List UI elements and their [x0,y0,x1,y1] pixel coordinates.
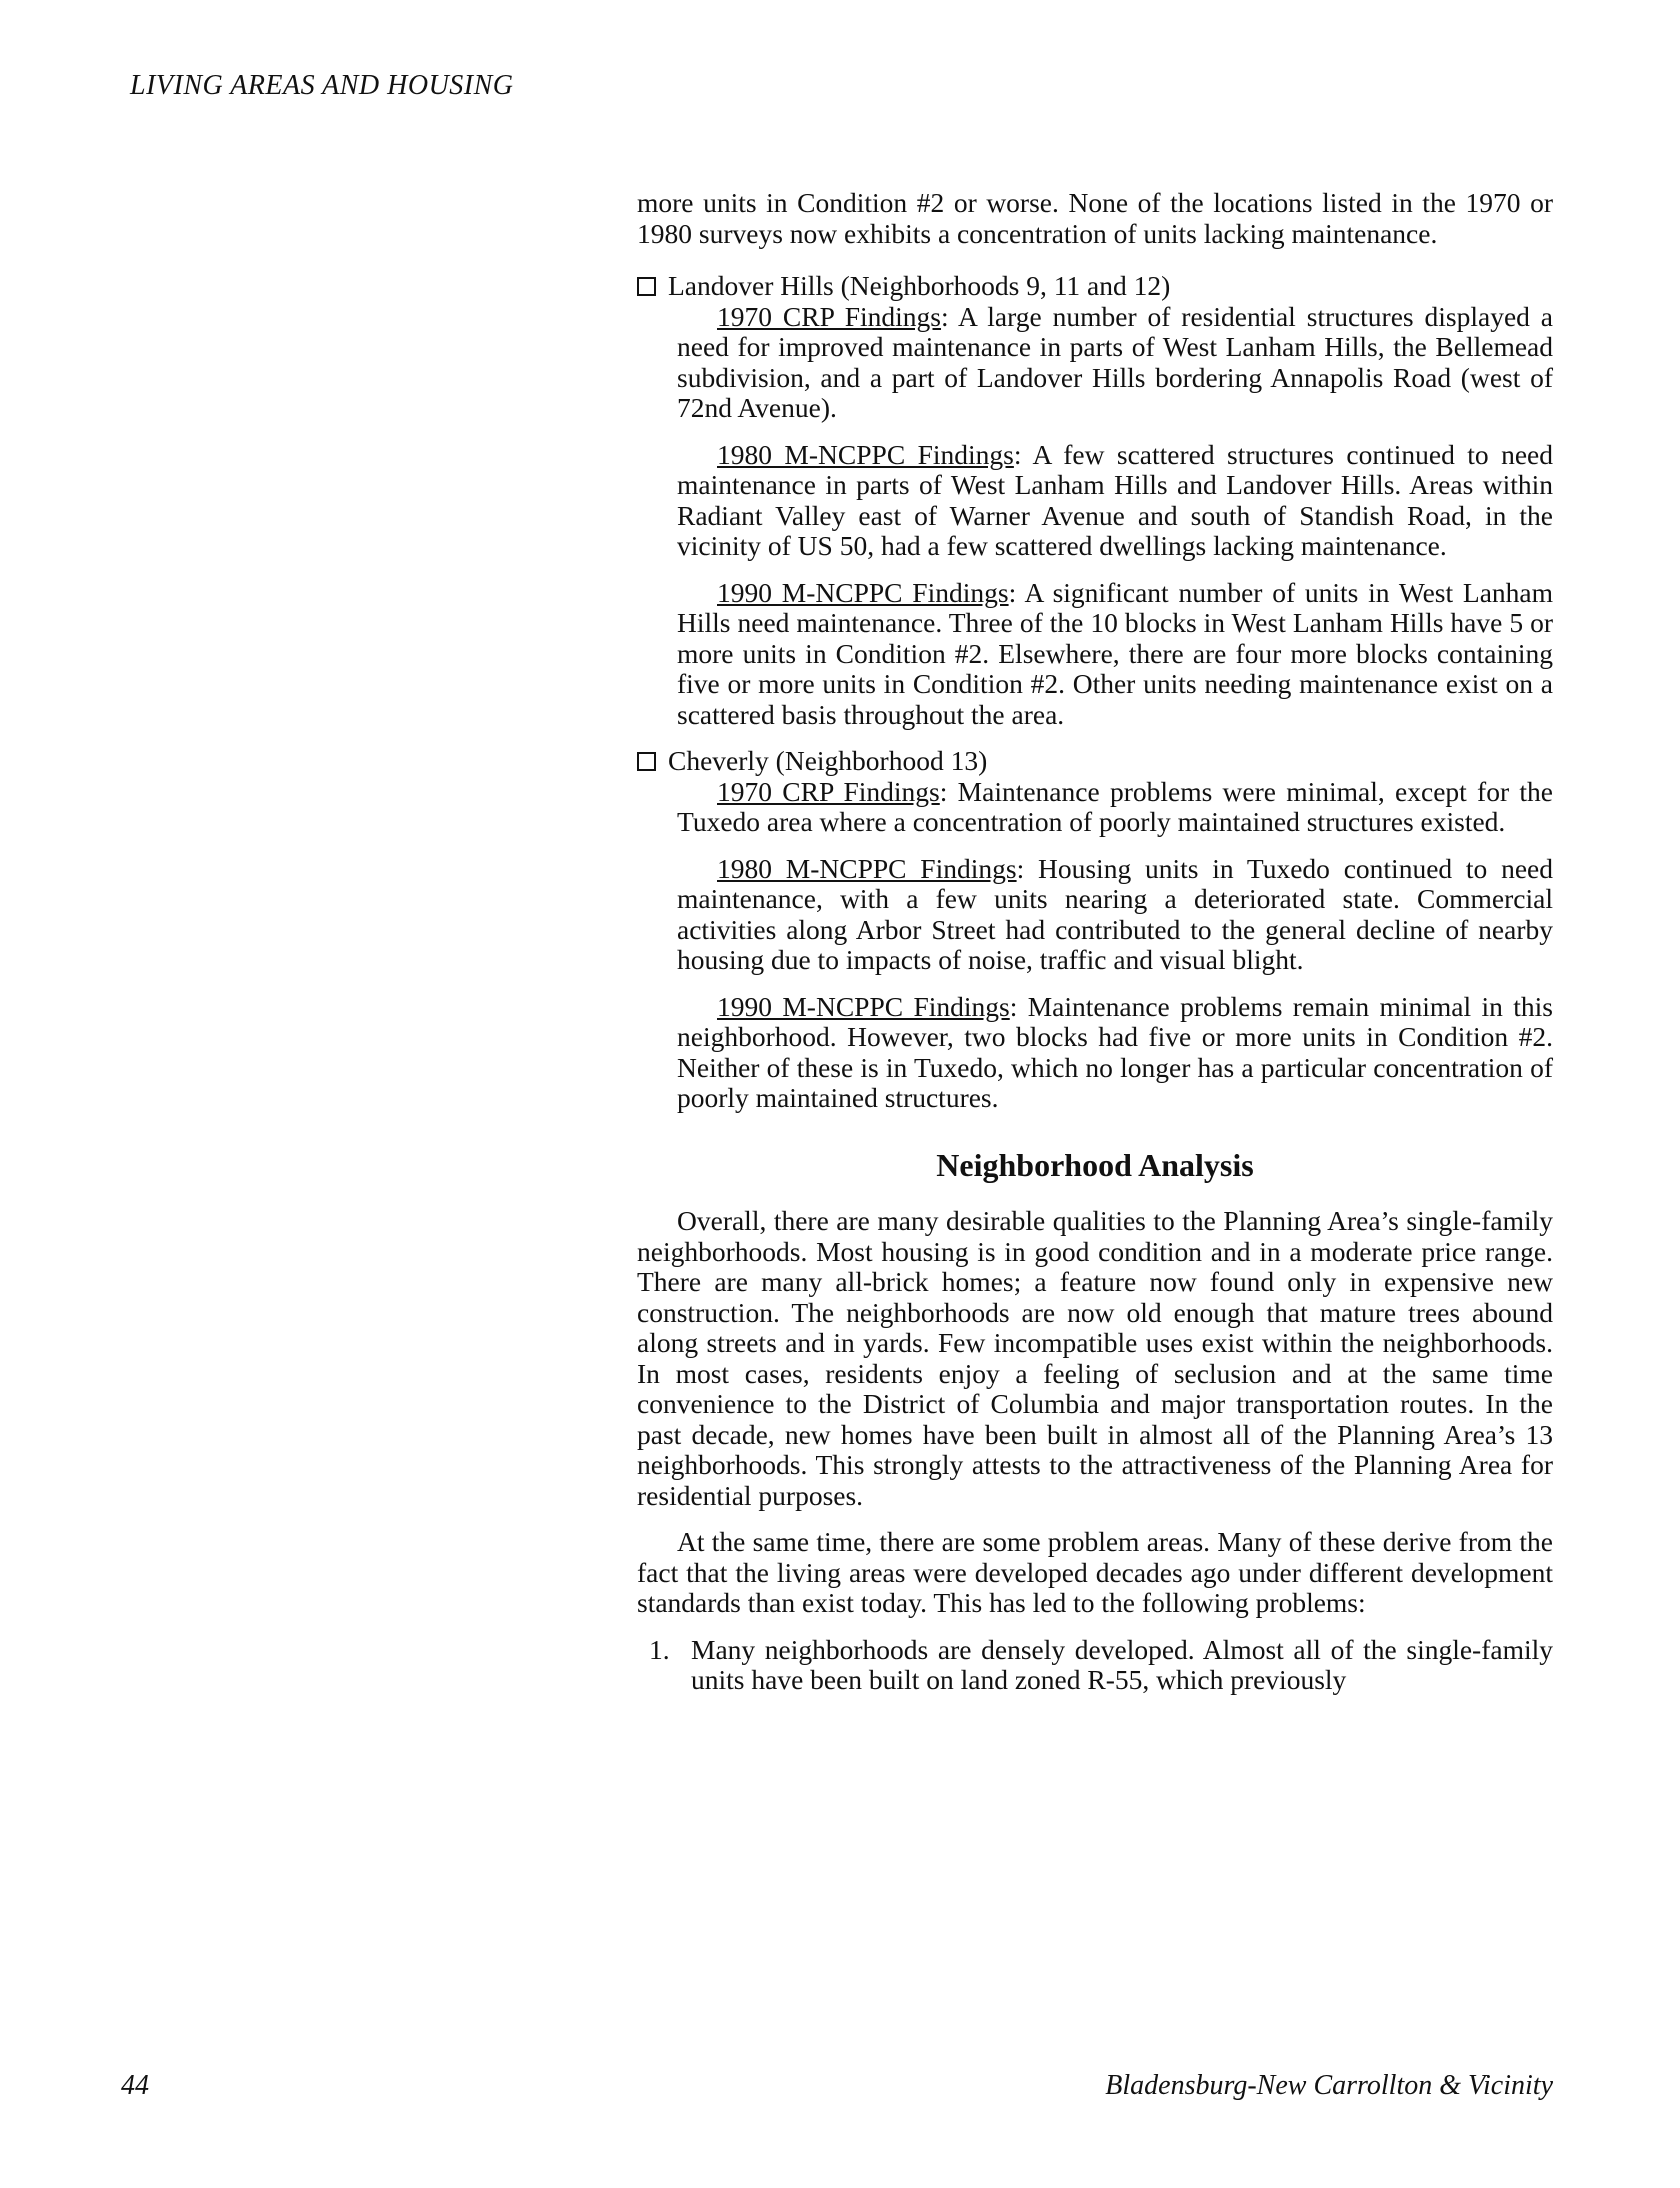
main-column [637,188,1553,1696]
finding-label: 1970 CRP Findings [717,775,940,807]
section-label-text: Cheverly (Neighborhood 13) [668,745,988,776]
section-label-landover-hills [637,271,1553,302]
finding-paragraph [677,440,1553,562]
analysis-paragraph: Overall, there are many desirable qualities to the Planning Area’s single-family neighborhoods. Most housing is in good condition and in a moderate price range. There are many all-brick homes; a feature now found only in expensive new construction. The neighborhoods are now old enough that mature trees abound along streets and in yards. Few incompatible uses exist within the neighborhoods. In most cases, residents enjoy a feeling of seclusion and at the same time convenience to the District of Columbia and major transportation routes. In the past decade, new homes have been built in almost all of the Planning Area’s 13 neighborhoods. This strongly attests to the attractiveness of the Planning Area for residential purposes. [637,1205,1553,1511]
finding-label: 1970 CRP Findings [717,300,942,332]
checkbox-icon [637,277,656,296]
finding-paragraph [677,777,1553,838]
section-heading: Neighborhood Analysis [936,1146,1254,1183]
analysis-paragraph: At the same time, there are some problem areas. Many of these derive from the fact that the living areas were developed decades ago under different development standards than exist today. This has led to the following problems: [637,1526,1553,1618]
finding-label: 1990 M-NCPPC Findings [717,576,1009,608]
list-number: 1. [649,1633,670,1665]
finding-text: : A large number of residential structures displayed a need for improved maintenance in parts of West Lanham Hills, the Bellemead subdivision, and a part of Landover Hills bordering Annapolis Road (west of 72nd Avenue). [677,300,1553,423]
section-label-cheverly [637,746,1553,777]
finding-text: : Housing units in Tuxedo continued to need maintenance, with a few units nearing a deteriorated state. Commercial activities along Arbor Street had contributed to the general decline of nearby housing due to impacts of noise, traffic and visual blight. [677,852,1553,975]
section-label-text: Landover Hills (Neighborhoods 9, 11 and 12) [668,270,1171,301]
finding-text: : A significant number of units in West Lanham Hills need maintenance. Three of the 10 blocks in West Lanham Hills have 5 or more units in Condition #2. Elsewhere, there are four more blocks containing five or more units in Condition #2. Other units needing maintenance exist on a scattered basis throughout the area. [677,576,1553,730]
finding-text: : A few scattered structures continued to need maintenance in parts of West Lanham Hills and Landover Hills. Areas within Radiant Valley east of Warner Avenue and south of Standish Road, in the vicinity of US 50, had a few scattered dwellings lacking maintenance. [677,438,1553,561]
footer-document-title: Bladensburg-New Carrollton & Vicinity [1105,2070,1553,2101]
finding-paragraph [677,302,1553,424]
finding-text: : Maintenance problems remain minimal in this neighborhood. However, two blocks had five or more units in Condition #2. Neither of these is in Tuxedo, which no longer has a particular concentration of poorly maintained structures. [677,990,1553,1113]
running-header: LIVING AREAS AND HOUSING [130,70,514,101]
finding-paragraph [677,578,1553,731]
finding-text: : Maintenance problems were minimal, except for the Tuxedo area where a concentration of poorly maintained structures existed. [677,775,1553,837]
checkbox-icon [637,752,656,771]
finding-label: 1980 M-NCPPC Findings [717,852,1017,884]
page-number: 44 [121,2070,149,2101]
finding-paragraph [677,992,1553,1114]
numbered-list-item [637,1635,1553,1696]
finding-label: 1990 M-NCPPC Findings [717,990,1010,1022]
list-text: Many neighborhoods are densely developed. Almost all of the single-family units have been built on land zoned R-55, which previously [691,1633,1553,1695]
finding-label: 1980 M-NCPPC Findings [717,438,1014,470]
intro-paragraph: more units in Condition #2 or worse. None of the locations listed in the 1970 or 1980 surveys now exhibits a concentration of units lacking maintenance. [637,187,1553,249]
finding-paragraph [677,854,1553,976]
